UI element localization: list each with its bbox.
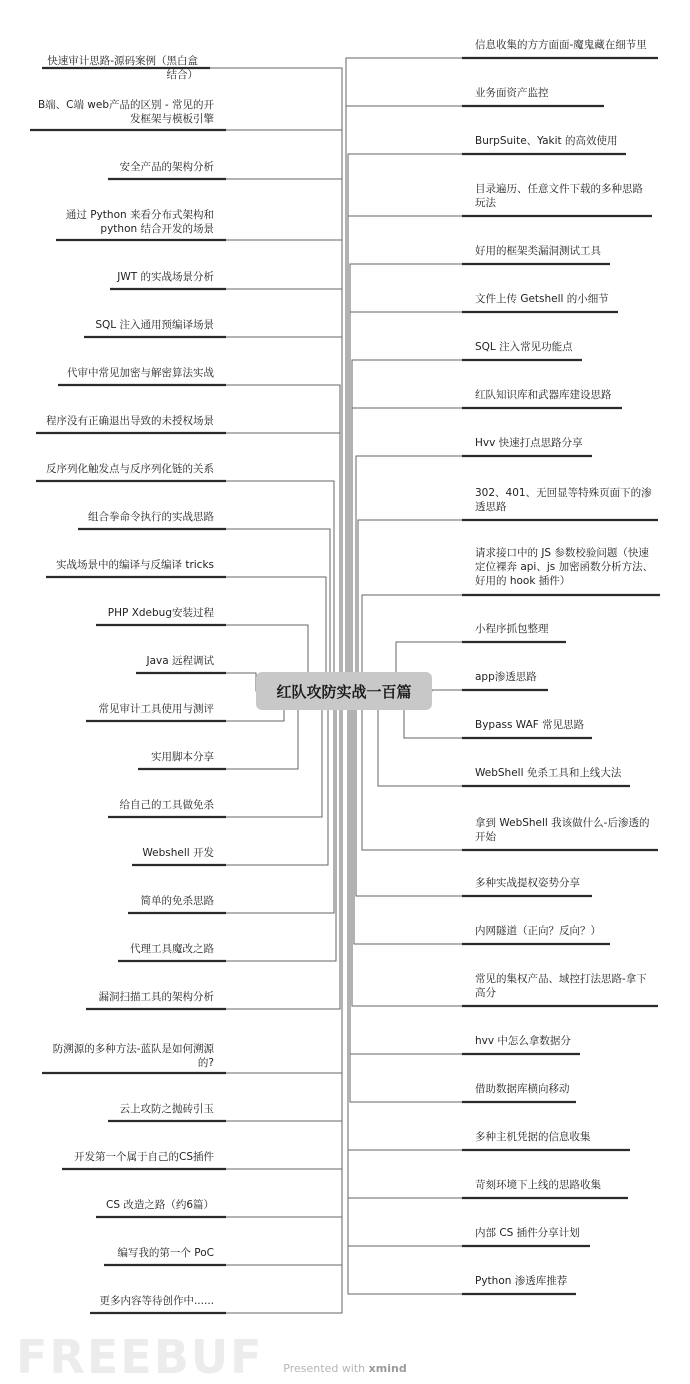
left-topic[interactable]: 反序列化触发点与反序列化链的关系 <box>46 463 214 475</box>
central-topic[interactable]: 红队攻防实战一百篇 <box>256 672 432 710</box>
right-topic[interactable]: BurpSuite、Yakit 的高效使用 <box>475 135 618 147</box>
left-topic[interactable]: 编写我的第一个 PoC <box>117 1247 214 1259</box>
right-topic[interactable]: 常见的集权产品、域控打法思路-拿下高分 <box>475 973 647 999</box>
right-topic[interactable]: 小程序抓包整理 <box>475 623 549 635</box>
left-topic[interactable]: 安全产品的架构分析 <box>119 161 214 173</box>
left-topic[interactable]: B端、C端 web产品的区别 - 常见的开发框架与模板引擎 <box>37 99 214 125</box>
presented-with-footer <box>0 1362 690 1375</box>
right-topic[interactable]: 内网隧道（正向？反向？） <box>475 925 601 937</box>
left-topic[interactable]: 组合拳命令执行的实战思路 <box>88 511 214 523</box>
right-topic[interactable]: 多种实战提权姿势分享 <box>475 877 580 889</box>
left-topic[interactable]: 通过 Python 来看分布式架构和 python 结合开发的场景 <box>65 209 214 235</box>
left-topic[interactable]: 云上攻防之抛砖引玉 <box>119 1103 214 1115</box>
right-topic[interactable]: 请求接口中的 JS 参数校验问题（快速定位裸奔 api、js 加密函数分析方法、好用的 hook 插件） <box>475 547 654 587</box>
right-topic[interactable]: 内部 CS 插件分享计划 <box>475 1227 580 1239</box>
left-topic[interactable]: 实战场景中的编译与反编译 tricks <box>55 559 214 571</box>
right-topic[interactable]: 好用的框架类漏洞测试工具 <box>475 245 601 257</box>
left-topic[interactable]: 漏洞扫描工具的架构分析 <box>98 991 214 1003</box>
left-topic[interactable]: 代理工具魔改之路 <box>130 943 214 955</box>
right-topic[interactable]: 业务面资产监控 <box>475 87 549 99</box>
left-topic[interactable]: Webshell 开发 <box>142 847 214 859</box>
right-topic[interactable]: 文件上传 Getshell 的小细节 <box>475 293 609 305</box>
right-topic[interactable]: 多种主机凭据的信息收集 <box>475 1131 591 1143</box>
right-topic[interactable]: 苛刻环境下上线的思路收集 <box>475 1179 601 1191</box>
left-topic[interactable]: 给自己的工具做免杀 <box>119 799 214 811</box>
left-topic[interactable]: 更多内容等待创作中...... <box>99 1295 214 1307</box>
left-topic[interactable]: 开发第一个属于自己的CS插件 <box>74 1151 214 1163</box>
left-topic[interactable]: 简单的免杀思路 <box>140 895 214 907</box>
freebuf-watermark: FREEBUF <box>16 1330 264 1384</box>
right-topic[interactable]: app渗透思路 <box>475 671 537 683</box>
footer-brand: xmind <box>368 1362 407 1375</box>
left-topic[interactable]: 代审中常见加密与解密算法实战 <box>67 367 214 379</box>
left-topic[interactable]: PHP Xdebug安装过程 <box>107 607 214 619</box>
right-topic[interactable]: WebShell 免杀工具和上线大法 <box>475 767 622 779</box>
left-topic[interactable]: 程序没有正确退出导致的未授权场景 <box>46 415 214 427</box>
right-topic[interactable]: Python 渗透库推荐 <box>475 1275 568 1287</box>
left-topic[interactable]: SQL 注入通用预编译场景 <box>95 319 214 331</box>
footer-prefix: Presented with <box>283 1362 366 1375</box>
right-topic[interactable]: 302、401、无回显等特殊页面下的渗透思路 <box>475 487 652 513</box>
right-topic[interactable]: SQL 注入常见功能点 <box>475 341 573 353</box>
right-topic[interactable]: Hvv 快速打点思路分享 <box>475 437 583 449</box>
right-topic[interactable]: 信息收集的方方面面-魔鬼藏在细节里 <box>475 39 647 51</box>
right-topic[interactable]: 拿到 WebShell 我该做什么-后渗透的开始 <box>475 817 650 843</box>
right-topic[interactable]: 借助数据库横向移动 <box>475 1083 570 1095</box>
left-topic[interactable]: 防溯源的多种方法-蓝队是如何溯源的? <box>52 1043 214 1069</box>
left-topic[interactable]: Java 远程调试 <box>146 655 214 667</box>
left-topic[interactable]: 常见审计工具使用与测评 <box>98 703 214 715</box>
right-topic[interactable]: Bypass WAF 常见思路 <box>475 719 585 731</box>
left-topic[interactable]: CS 改造之路（约6篇） <box>105 1199 214 1211</box>
left-topic[interactable]: 快速审计思路-源码案例（黑白盒结合） <box>47 55 198 81</box>
left-topic[interactable]: JWT 的实战场景分析 <box>117 271 214 283</box>
right-topic[interactable]: 红队知识库和武器库建设思路 <box>475 389 612 401</box>
right-topic[interactable]: hvv 中怎么拿数据分 <box>475 1035 571 1047</box>
right-topic[interactable]: 目录遍历、任意文件下载的多种思路玩法 <box>475 183 643 209</box>
left-topic[interactable]: 实用脚本分享 <box>151 751 214 763</box>
